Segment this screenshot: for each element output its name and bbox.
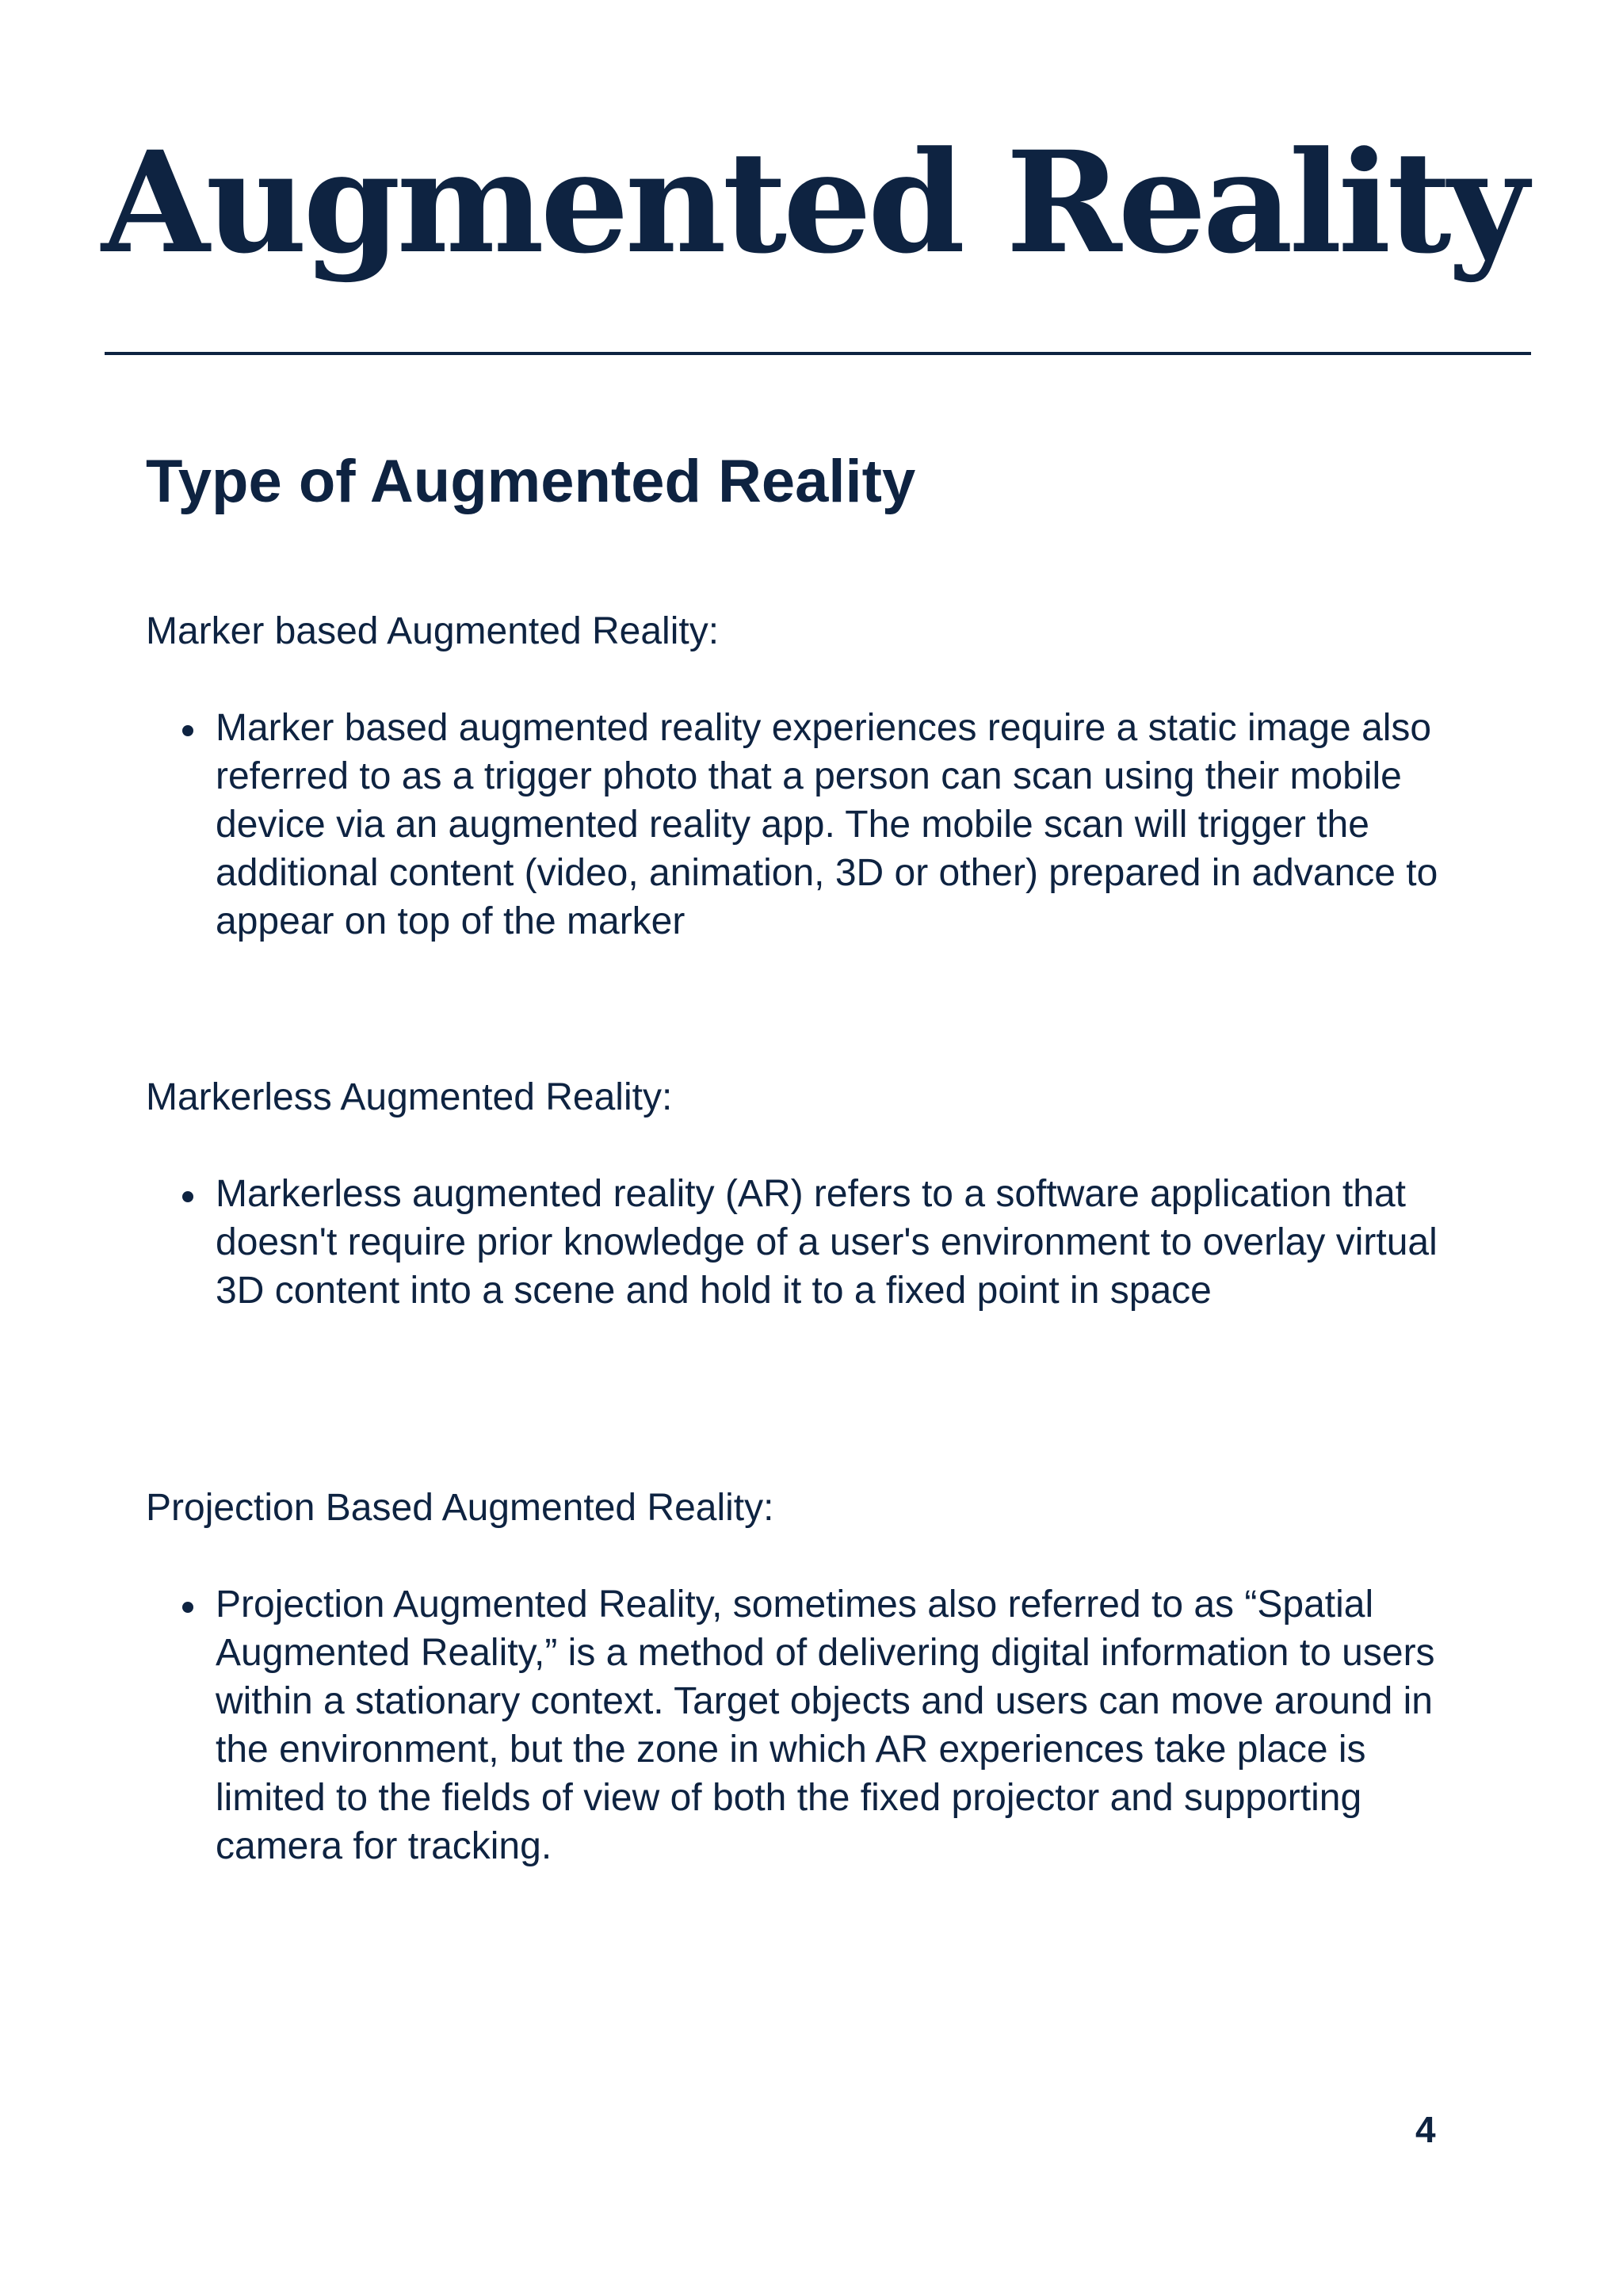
type-label-projection-based: Projection Based Augmented Reality: xyxy=(146,1487,774,1529)
list-item xyxy=(178,1580,1477,1870)
section-heading: Type of Augmented Reality xyxy=(146,448,916,515)
marker-based-bullet-list xyxy=(178,704,1477,946)
list-item xyxy=(178,704,1477,946)
marker-based-description: Marker based augmented reality experiences require a static image also referred to as a trigger photo that a person can scan using their mobile device via an augmented reality app. The mobile scan will trigger the additional content (video, animation, 3D or other) prepared in advance to appear on top of the marker xyxy=(216,707,1438,942)
type-label-marker-based: Marker based Augmented Reality: xyxy=(146,610,720,652)
projection-based-bullet-list xyxy=(178,1580,1477,1870)
page-number: 4 xyxy=(1415,2109,1436,2150)
bullet-point-icon xyxy=(182,1602,193,1613)
type-label-markerless: Markerless Augmented Reality: xyxy=(146,1076,673,1118)
projection-based-description: Projection Augmented Reality, sometimes also referred to as “Spatial Augmented Reality,” is a method of delivering digital information to users within a stationary context. Target objects and users can move around in the environment, but the zone in which AR experiences take place is limited to the fields of view of both the fixed projector and supporting camera for tracking. xyxy=(216,1584,1435,1867)
list-item xyxy=(178,1170,1477,1315)
markerless-description: Markerless augmented reality (AR) refers to a software application that doesn't require prior knowledge of a user's environment to overlay virtual 3D content into a scene and hold it to a fixed point in space xyxy=(216,1173,1438,1312)
bullet-point-icon xyxy=(182,1191,193,1202)
bullet-point-icon xyxy=(182,725,193,736)
title-divider xyxy=(105,352,1531,355)
page-title: Augmented Reality xyxy=(101,120,1525,285)
markerless-bullet-list xyxy=(178,1170,1477,1315)
